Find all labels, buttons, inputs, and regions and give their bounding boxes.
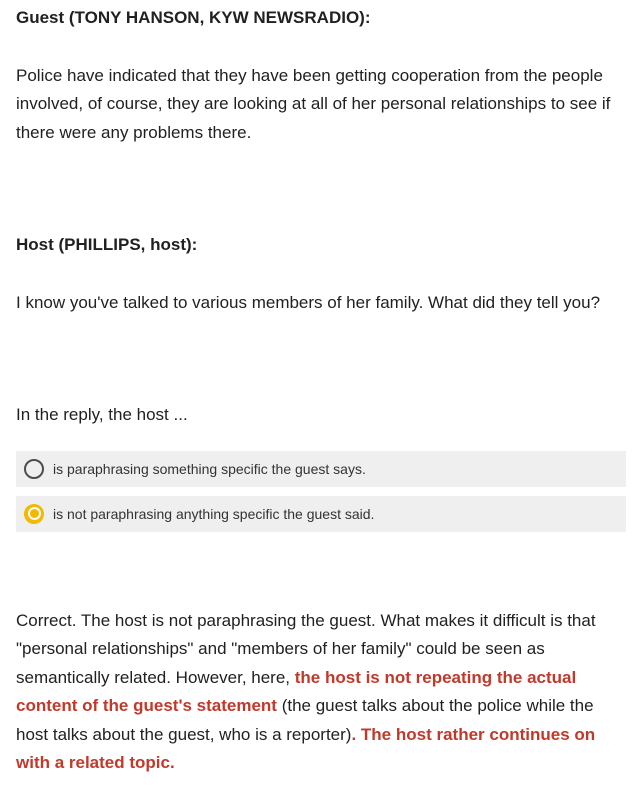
answer-option-paraphrasing[interactable]	[16, 451, 626, 487]
guest-utterance: Police have indicated that they have been getting cooperation from the people involved, of course, they are looking at all of her personal relationships to see if there were any problems there.	[16, 65, 611, 142]
radio-unselected-icon[interactable]	[24, 459, 44, 479]
answer-options	[16, 451, 626, 532]
host-speaker-heading: Host (PHILLIPS, host):	[16, 235, 198, 254]
feedback-highlight: . The host rather continues on with a related topic.	[16, 724, 596, 772]
guest-speaker-heading: Guest (TONY HANSON, KYW NEWSRADIO):	[16, 8, 371, 27]
radio-selected-ring	[28, 507, 41, 520]
question-prompt: In the reply, the host ...	[16, 405, 188, 424]
answer-option-label: is paraphrasing something specific the guest says.	[53, 460, 366, 477]
feedback-segment: (the guest talks about the police while the host talks about the guest, who is a reporter)	[16, 696, 594, 744]
radio-selected-icon[interactable]	[24, 504, 44, 524]
feedback-text	[16, 607, 626, 778]
radio-selected-dot	[30, 509, 39, 518]
feedback-segment: Correct. The host is not paraphrasing the guest. What makes it difficult is that "personal relationships" and "members of her family" could be seen as semantically related. However, here,	[16, 610, 596, 687]
answer-option-not-paraphrasing[interactable]	[16, 496, 626, 532]
host-utterance: I know you've talked to various members of her family. What did they tell you?	[16, 292, 601, 312]
feedback-highlight: the host is not repeating the actual content of the guest's statement	[16, 667, 577, 715]
answer-option-label: is not paraphrasing anything specific the guest said.	[53, 505, 375, 522]
